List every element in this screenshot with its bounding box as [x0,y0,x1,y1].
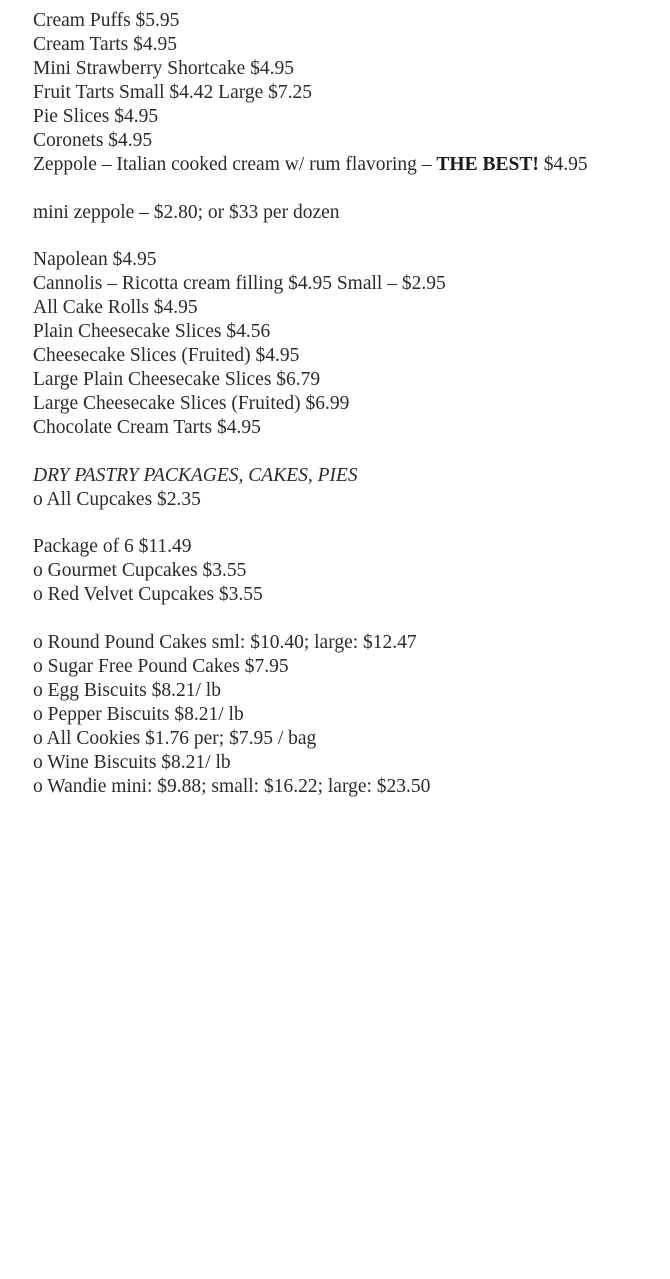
menu-item-fruit-tarts: Fruit Tarts Small $4.42 Large $7.25 [33,82,313,103]
menu-item-large-plain-cheesecake: Large Plain Cheesecake Slices $6.79 [33,369,321,390]
menu-item-wine-biscuits: o Wine Biscuits $8.21/ lb [33,751,231,773]
menu-item-mini-zeppole: mini zeppole – $2.80; or $33 per dozen [33,201,340,223]
menu-item-pepper-biscuits: o Pepper Biscuits $8.21/ lb [33,703,244,725]
zeppole-price: $4.95 [538,154,588,175]
menu-item-pie-slices: Pie Slices $4.95 [33,106,159,127]
menu-item-red-velvet-cupcakes: o Red Velvet Cupcakes $3.55 [33,584,263,605]
menu-item-cake-rolls: All Cake Rolls $4.95 [33,297,198,318]
menu-item-cannolis: Cannolis – Ricotta cream filling $4.95 Small – $2.95 [33,273,446,294]
zeppole-highlight: THE BEST! [436,154,539,175]
menu-item-zeppole [33,153,663,177]
menu-item-all-cookies: o All Cookies $1.76 per; $7.95 / bag [33,727,317,749]
menu-item-wandie: o Wandie mini: $9.88; small: $16.22; large: $23.50 [33,775,431,797]
menu-item-chocolate-cream-tarts: Chocolate Cream Tarts $4.95 [33,417,261,438]
menu-item-round-pound-cakes: o Round Pound Cakes sml: $10.40; large: $12.47 [33,631,417,653]
zeppole-description: Zeppole – Italian cooked cream w/ rum flavoring – [33,154,437,175]
menu-item-cream-tarts: Cream Tarts $4.95 [33,34,177,55]
menu-item-cupcake-package: Package of 6 $11.49 [33,536,192,557]
menu-item-plain-cheesecake: Plain Cheesecake Slices $4.56 [33,321,271,342]
menu-item-egg-biscuits: o Egg Biscuits $8.21/ lb [33,679,221,701]
menu-item-large-fruited-cheesecake: Large Cheesecake Slices (Fruited) $6.99 [33,393,350,414]
menu-item-sugar-free-pound-cakes: o Sugar Free Pound Cakes $7.95 [33,655,289,677]
menu-item-all-cupcakes: o All Cupcakes $2.35 [33,488,201,510]
menu-item-gourmet-cupcakes: o Gourmet Cupcakes $3.55 [33,560,247,581]
menu-item-cream-puffs: Cream Puffs $5.95 [33,10,180,31]
menu-item-coronets: Coronets $4.95 [33,130,153,151]
price-list [33,0,663,799]
menu-item-fruited-cheesecake: Cheesecake Slices (Fruited) $4.95 [33,345,300,366]
section-heading: DRY PASTRY PACKAGES, CAKES, PIES [33,464,358,486]
menu-item-napolean: Napolean $4.95 [33,249,157,270]
menu-item-mini-strawberry-shortcake: Mini Strawberry Shortcake $4.95 [33,58,295,79]
